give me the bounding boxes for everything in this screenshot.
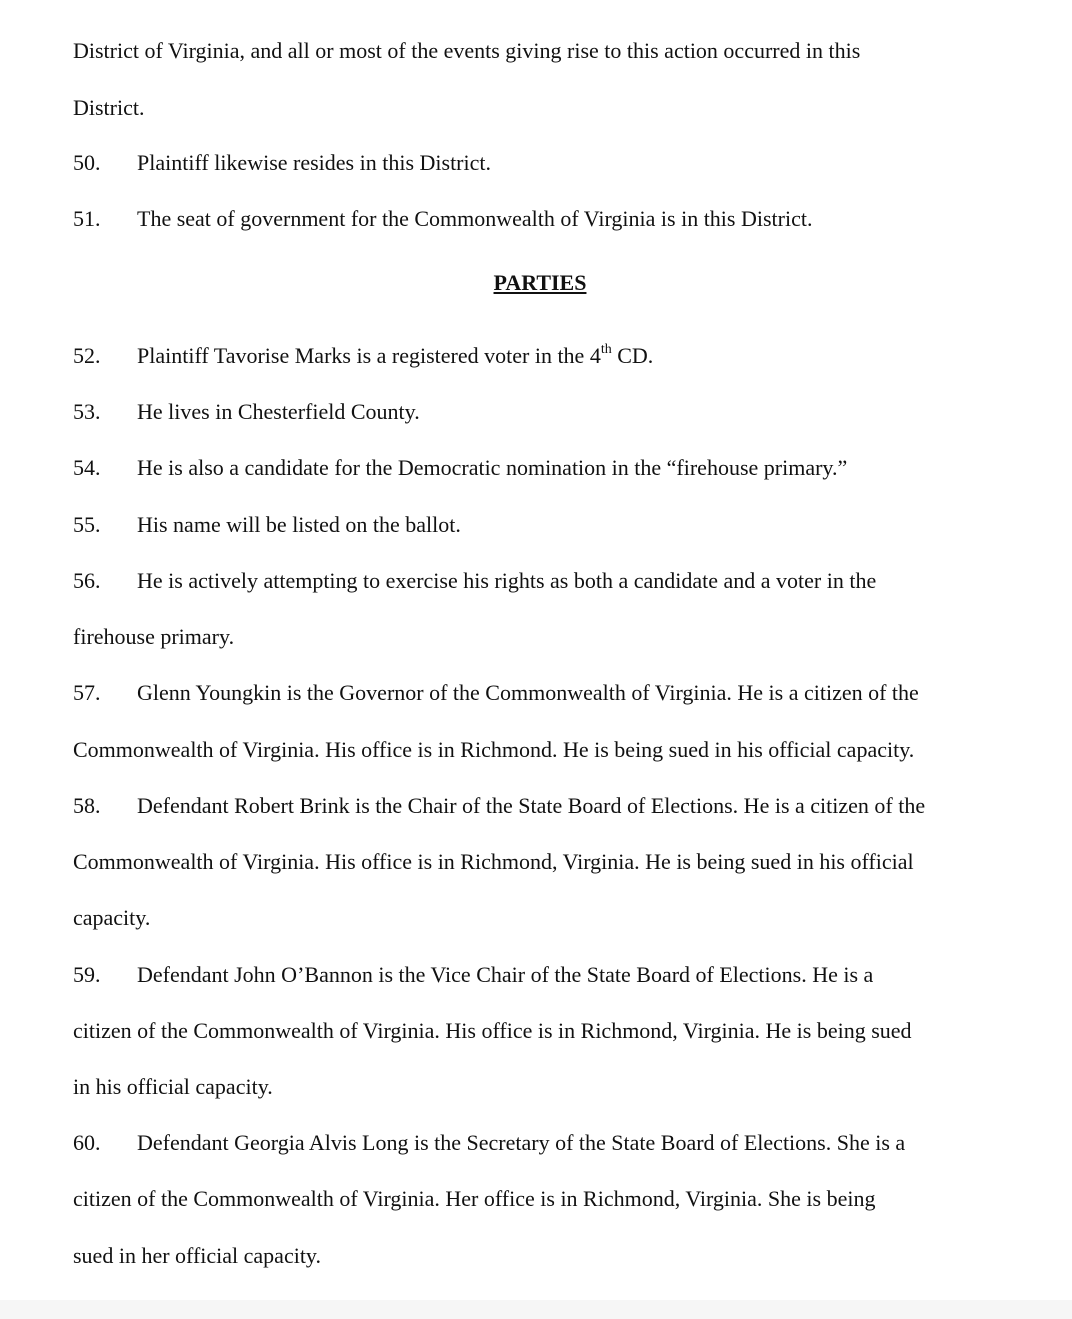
paragraph-text: Plaintiff Tavorise Marks is a registered voter in the 4: [137, 343, 601, 368]
paragraph-58: [73, 793, 925, 819]
paragraph-text: Plaintiff likewise resides in this District.: [137, 150, 491, 175]
paragraph-54: [73, 455, 847, 481]
paragraph-56-continuation: firehouse primary.: [73, 624, 235, 649]
paragraph-number: 52.: [73, 343, 101, 368]
paragraph-number: 57.: [73, 680, 101, 705]
paragraph-52: [73, 343, 653, 369]
paragraph-55: [73, 512, 461, 538]
paragraph-58-continuation-2: capacity.: [73, 905, 151, 930]
paragraph-number: 55.: [73, 512, 101, 537]
paragraph-57: [73, 680, 919, 706]
paragraph-51: [73, 206, 812, 232]
intro-line-1: District of Virginia, and all or most of the events giving rise to this action occurred in this: [73, 38, 861, 63]
paragraph-57-continuation: Commonwealth of Virginia. His office is in Richmond. He is being sued in his official capacity.: [73, 737, 915, 762]
paragraph-60-continuation-1: citizen of the Commonwealth of Virginia. Her office is in Richmond, Virginia. She is being: [73, 1186, 876, 1211]
paragraph-number: 54.: [73, 455, 101, 480]
paragraph-number: 53.: [73, 399, 101, 424]
paragraph-60: [73, 1130, 905, 1156]
paragraph-text: The seat of government for the Commonwealth of Virginia is in this District.: [137, 206, 813, 231]
paragraph-number: 59.: [73, 962, 101, 987]
paragraph-60-continuation-2: sued in her official capacity.: [73, 1243, 322, 1268]
paragraph-text-end: CD.: [611, 343, 654, 368]
paragraph-text: He is also a candidate for the Democratic nomination in the “firehouse primary.”: [137, 455, 848, 480]
paragraph-50: [73, 150, 491, 176]
paragraph-number: 58.: [73, 793, 101, 818]
paragraph-58-continuation-1: Commonwealth of Virginia. His office is in Richmond, Virginia. He is being sued in his official: [73, 849, 914, 874]
paragraph-number: 50.: [73, 150, 101, 175]
page-bottom-strip: [0, 1300, 1072, 1319]
paragraph-text: He lives in Chesterfield County.: [137, 399, 420, 424]
paragraph-59-continuation-2: in his official capacity.: [73, 1074, 273, 1099]
paragraph-text: Defendant Robert Brink is the Chair of the State Board of Elections. He is a citizen of the: [137, 793, 926, 818]
paragraph-53: [73, 399, 420, 425]
paragraph-text: His name will be listed on the ballot.: [137, 512, 461, 537]
paragraph-text: Defendant John O’Bannon is the Vice Chair of the State Board of Elections. He is a: [137, 962, 874, 987]
paragraph-text: He is actively attempting to exercise his rights as both a candidate and a voter in the: [137, 568, 877, 593]
paragraph-text: Defendant Georgia Alvis Long is the Secretary of the State Board of Elections. She is a: [137, 1130, 906, 1155]
paragraph-number: 51.: [73, 206, 101, 231]
paragraph-text: Glenn Youngkin is the Governor of the Commonwealth of Virginia. He is a citizen of the: [137, 680, 919, 705]
paragraph-59: [73, 962, 873, 988]
paragraph-56: [73, 568, 876, 594]
ordinal-suffix: th: [600, 341, 612, 357]
paragraph-59-continuation-1: citizen of the Commonwealth of Virginia. His office is in Richmond, Virginia. He is being sued: [73, 1018, 912, 1043]
intro-line-2: District.: [73, 95, 145, 120]
paragraph-number: 60.: [73, 1130, 101, 1155]
section-heading: PARTIES: [493, 270, 587, 295]
paragraph-number: 56.: [73, 568, 101, 593]
